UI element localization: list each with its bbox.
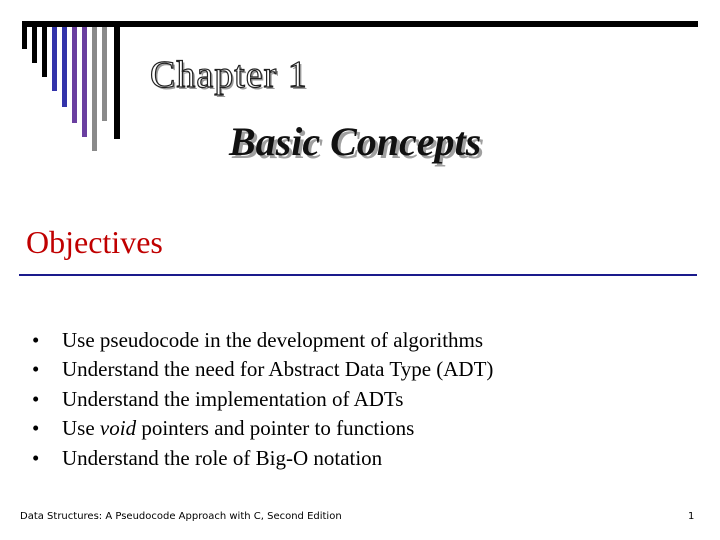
section-divider — [19, 274, 697, 276]
decorative-bar — [52, 27, 57, 91]
decorative-bar — [92, 27, 97, 151]
decorative-bar — [102, 27, 107, 121]
bullet-icon: • — [32, 386, 40, 411]
decorative-bar — [32, 27, 37, 63]
decorative-bars — [22, 27, 122, 167]
objective-text: Understand the implementation of ADTs — [62, 386, 404, 411]
bullet-icon: • — [32, 416, 40, 441]
objective-text: Understand the need for Abstract Data Type (ADT) — [62, 357, 494, 382]
bullet-icon: • — [32, 357, 40, 382]
footer-book-title: Data Structures: A Pseudocode Approach with C, Second Edition — [20, 511, 342, 522]
objective-text: Understand the role of Big-O notation — [62, 445, 383, 470]
objective-text: Use pseudocode in the development of algorithms — [62, 328, 484, 352]
decorative-bar — [72, 27, 77, 123]
objective-text — [62, 414, 414, 443]
page-number: 1 — [688, 511, 695, 522]
chapter-title: Chapter 1 — [150, 54, 308, 96]
decorative-bar — [22, 27, 27, 49]
main-title: Basic Concepts — [229, 119, 482, 164]
bullet-icon: • — [32, 328, 40, 352]
bullet-icon: • — [32, 445, 40, 470]
decorative-bar — [82, 27, 87, 137]
objective-text-after: pointers and pointer to functions — [136, 416, 415, 441]
decorative-bar — [62, 27, 67, 107]
decorative-bar — [114, 27, 120, 139]
decorative-bar — [42, 27, 47, 77]
objective-text-emphasis: void — [99, 416, 137, 441]
objective-text-before: Use — [62, 416, 100, 441]
section-heading: Objectives — [26, 224, 163, 260]
top-rule — [22, 21, 698, 27]
